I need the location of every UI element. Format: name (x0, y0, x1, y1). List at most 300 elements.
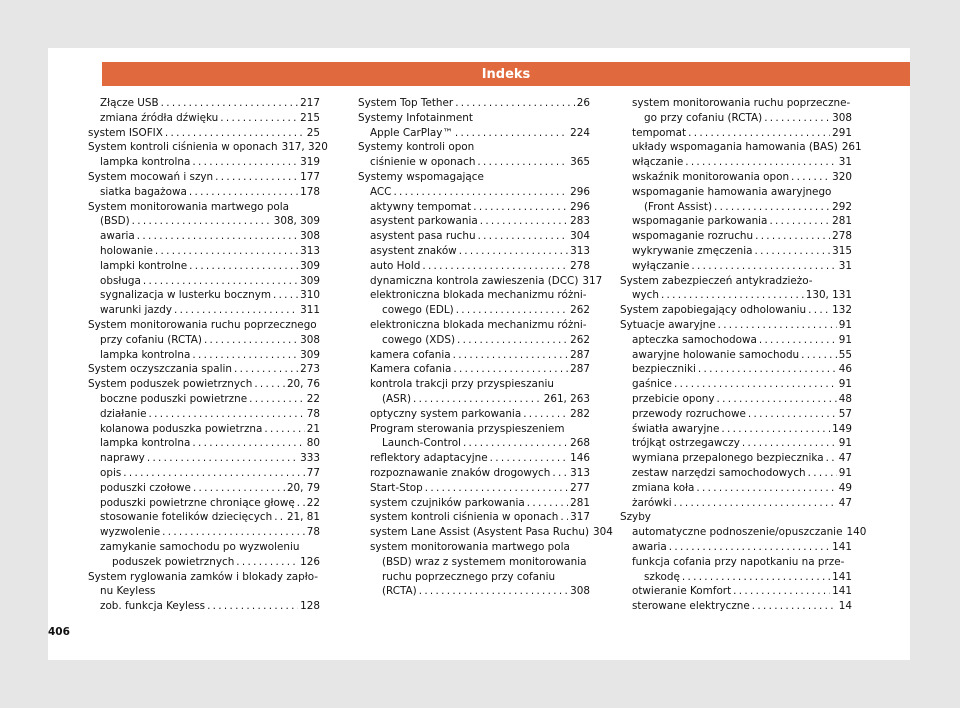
index-page-ref: 309 (300, 274, 320, 287)
index-entry (88, 466, 320, 481)
index-term: (BSD) wraz z systemem monitorowania (382, 555, 587, 568)
index-page-ref: 91 (838, 318, 852, 331)
dot-leader (808, 466, 837, 481)
dot-leader (473, 200, 568, 215)
dot-leader (801, 348, 837, 363)
index-entry (358, 96, 590, 111)
index-entry (88, 584, 320, 599)
index-entry (620, 555, 852, 570)
index-column-2 (358, 96, 613, 599)
index-page-ref: 317 (570, 511, 590, 524)
index-entry (620, 392, 852, 407)
index-entry (620, 200, 852, 215)
index-term: boczne poduszki powietrzne (100, 392, 248, 405)
index-term: (BSD) (100, 215, 130, 228)
index-term: warunki jazdy (100, 304, 172, 317)
dot-leader (748, 407, 837, 422)
index-entry (358, 333, 590, 348)
index-term: wymiana przepalonego bezpiecznika (632, 452, 824, 465)
dot-leader (419, 584, 568, 599)
dot-leader (718, 318, 837, 333)
index-entry (620, 540, 852, 555)
index-entry (620, 244, 852, 259)
index-term: Złącze USB (100, 97, 159, 109)
dot-leader (714, 200, 830, 215)
dot-leader (455, 126, 568, 141)
index-page-ref: 77 (306, 466, 320, 479)
index-page-ref: 273 (300, 363, 320, 376)
index-term: poduszki czołowe (100, 481, 191, 494)
index-page-ref: 91 (838, 333, 852, 346)
index-page-ref: 22 (306, 496, 320, 509)
index-entry (358, 111, 590, 126)
index-entry (88, 126, 320, 141)
index-page-ref: 313 (300, 244, 320, 257)
index-entry (88, 288, 320, 303)
index-page-ref: 20, 76 (286, 378, 320, 391)
index-term: kontrola trakcji przy przyspieszaniu (370, 378, 554, 391)
index-page-ref: 141 (832, 570, 852, 583)
index-page-ref: 262 (570, 304, 590, 317)
index-entry (358, 481, 590, 496)
index-entry (88, 170, 320, 185)
index-entry (88, 96, 320, 111)
index-entry (88, 348, 320, 363)
dot-leader (791, 170, 830, 185)
index-page-ref: 262 (570, 333, 590, 346)
index-entry (620, 259, 852, 274)
dot-leader (552, 466, 568, 481)
index-page-ref: 308 (832, 111, 852, 124)
index-page-ref: 132 (832, 304, 852, 317)
section-title: Indeks (481, 66, 531, 82)
index-term: Kamera cofania (370, 363, 452, 376)
index-page-ref: 304 (593, 526, 613, 539)
index-page-ref: 57 (838, 407, 852, 420)
index-term: lampka kontrolna (100, 348, 191, 361)
page-number: 406 (48, 626, 70, 638)
index-term: apteczka samochodowa (632, 333, 757, 346)
index-entry (88, 155, 320, 170)
dot-leader (155, 244, 298, 259)
index-page-ref: 78 (306, 407, 320, 420)
index-entry (620, 155, 852, 170)
index-term: sygnalizacja w lusterku bocznym (100, 289, 271, 302)
dot-leader (204, 333, 298, 348)
index-entry (620, 348, 852, 363)
index-entry (88, 274, 320, 289)
index-page-ref: 20, 79 (286, 481, 320, 494)
section-header (102, 62, 910, 86)
dot-leader (769, 214, 830, 229)
index-entry (358, 348, 590, 363)
index-entry (358, 244, 590, 259)
dot-leader (490, 451, 569, 466)
index-term: Systemy Infotainment (358, 111, 473, 124)
index-entry (358, 555, 590, 570)
index-entry (620, 584, 852, 599)
index-term: aktywny tempomat (370, 200, 472, 213)
index-term: poduszek powietrznych (112, 555, 235, 568)
index-term: reflektory adaptacyjne (370, 452, 488, 465)
index-term: rozpoznawanie znaków drogowych (370, 466, 551, 479)
dot-leader (425, 481, 568, 496)
index-term: zob. funkcja Keyless (100, 600, 206, 613)
index-term: sterowane elektryczne (632, 600, 750, 613)
index-page-ref: 311 (300, 304, 320, 317)
index-entry (88, 540, 320, 555)
index-entry (358, 185, 590, 200)
index-entry (358, 288, 590, 303)
index-term: wykrywanie zmęczenia (632, 244, 753, 257)
index-entry (620, 111, 852, 126)
index-page-ref: 308 (570, 585, 590, 598)
index-entry (358, 496, 590, 511)
index-page-ref: 317, 320 (281, 141, 328, 154)
index-page-ref: 25 (306, 126, 320, 139)
index-page-ref: 48 (838, 392, 852, 405)
index-term: tempomat (632, 126, 687, 139)
index-term: wspomaganie parkowania (632, 215, 768, 228)
index-entry (88, 555, 320, 570)
dot-leader (297, 496, 305, 511)
index-entry (620, 422, 852, 437)
dot-leader (682, 570, 830, 585)
index-term: lampki kontrolne (100, 259, 188, 272)
index-term: zamykanie samochodu po wyzwoleniu (100, 540, 300, 553)
index-entry (620, 333, 852, 348)
index-term: przy cofaniu (RCTA) (100, 333, 202, 346)
dot-leader (478, 229, 569, 244)
dot-leader (453, 348, 569, 363)
index-term: Sytuacje awaryjne (620, 318, 716, 331)
index-term: wyłączanie (632, 259, 690, 272)
index-page-ref: 309 (300, 259, 320, 272)
dot-leader (457, 333, 568, 348)
dot-leader (456, 303, 568, 318)
dot-leader (162, 525, 305, 540)
index-term: ruchu poprzecznego przy cofaniu (382, 570, 556, 583)
index-term: System oczyszczania spalin (88, 363, 233, 376)
index-term: wyzwolenie (100, 526, 161, 539)
index-page (48, 48, 910, 660)
dot-leader (742, 436, 837, 451)
dot-leader (174, 303, 298, 318)
index-page-ref: 26 (576, 97, 590, 109)
index-entry (620, 510, 852, 525)
dot-leader (523, 407, 568, 422)
index-entry (88, 377, 320, 392)
index-page-ref: 261, 263 (543, 392, 590, 405)
index-term: przewody rozruchowe (632, 407, 746, 420)
index-entry (88, 140, 328, 155)
index-term: lampka kontrolna (100, 156, 191, 169)
index-term: opis (100, 466, 122, 479)
index-entry (88, 185, 320, 200)
index-term: (RCTA) (382, 585, 417, 598)
index-term: przebicie opony (632, 392, 715, 405)
index-page-ref: 130, 131 (805, 289, 852, 302)
index-entry (620, 496, 852, 511)
index-term: zmiana źródła dźwięku (100, 111, 219, 124)
index-entry (358, 200, 590, 215)
index-page-ref: 317 (582, 274, 603, 287)
index-term: holowanie (100, 244, 153, 257)
index-term: asystent znaków (370, 244, 457, 257)
index-term: ciśnienie w oponach (370, 156, 476, 169)
index-page-ref: 283 (570, 215, 590, 228)
index-term: Launch-Control (382, 437, 461, 450)
index-term: asystent parkowania (370, 215, 478, 228)
index-page-ref: 313 (570, 244, 590, 257)
dot-leader (477, 155, 568, 170)
dot-leader (220, 111, 298, 126)
index-entry (88, 259, 320, 274)
index-term: wskaźnik monitorowania opon (632, 170, 790, 183)
dot-leader (161, 96, 299, 111)
index-term: Systemy kontroli opon (358, 141, 475, 154)
index-term: Apple CarPlay™ (370, 126, 453, 139)
index-page-ref: 261 (841, 141, 862, 154)
dot-leader (752, 599, 837, 614)
index-page-ref: 292 (832, 200, 852, 213)
index-entry (88, 392, 320, 407)
dot-leader (189, 259, 298, 274)
index-entry (88, 229, 320, 244)
index-page-ref: 91 (838, 466, 852, 479)
index-page-ref: 140 (846, 526, 867, 539)
index-entry (358, 422, 590, 437)
index-page-ref: 78 (306, 526, 320, 539)
index-entry (620, 570, 852, 585)
index-page-ref: 313 (570, 466, 590, 479)
index-entry (620, 481, 852, 496)
index-page-ref: 333 (300, 452, 320, 465)
index-entry (358, 436, 590, 451)
index-entry (358, 466, 590, 481)
index-term: lampka kontrolna (100, 437, 191, 450)
index-term: wspomaganie hamowania awaryjnego (632, 185, 832, 198)
index-entry (358, 214, 590, 229)
index-entry (88, 599, 320, 614)
index-page-ref: 278 (570, 259, 590, 272)
index-entry (620, 362, 852, 377)
dot-leader (661, 288, 804, 303)
index-entry (358, 303, 590, 318)
index-term: zmiana koła (632, 481, 695, 494)
index-entry (358, 392, 590, 407)
index-term: wych (632, 289, 659, 302)
index-entry (620, 407, 852, 422)
index-term: elektroniczna blokada mechanizmu różni- (370, 289, 587, 302)
index-page-ref: 47 (838, 452, 852, 465)
index-entry (88, 244, 320, 259)
index-page-ref: 14 (838, 600, 852, 613)
index-term: szkodę (644, 570, 680, 583)
index-entry (88, 333, 320, 348)
index-page-ref: 304 (570, 230, 590, 243)
index-entry (620, 140, 862, 155)
index-term: awaria (100, 230, 135, 243)
index-entry (620, 599, 852, 614)
dot-leader (254, 377, 285, 392)
dot-leader (691, 259, 836, 274)
index-term: nu Keyless (100, 585, 156, 598)
index-entry (358, 525, 613, 540)
index-entry (88, 214, 320, 229)
index-term: dynamiczna kontrola zawieszenia (DCC) (370, 274, 579, 287)
index-page-ref: 278 (832, 230, 852, 243)
index-entry (620, 436, 852, 451)
dot-leader (455, 96, 575, 111)
index-page-ref: 80 (306, 437, 320, 450)
dot-leader (137, 229, 298, 244)
index-entry (620, 288, 852, 303)
dot-leader (721, 422, 830, 437)
index-term: awaria (632, 540, 667, 553)
index-page-ref: 21 (306, 422, 320, 435)
dot-leader (165, 126, 305, 141)
dot-leader (143, 274, 298, 289)
dot-leader (273, 288, 298, 303)
index-term: system czujników parkowania (370, 496, 525, 509)
index-term: siatka bagażowa (100, 185, 187, 198)
index-page-ref: 224 (570, 126, 590, 139)
index-term: System monitorowania ruchu poprzecznego (88, 318, 317, 331)
index-page-ref: 55 (838, 348, 852, 361)
index-term: asystent pasa ruchu (370, 230, 476, 243)
index-entry (358, 510, 590, 525)
index-entry (620, 229, 852, 244)
index-term: go przy cofaniu (RCTA) (644, 111, 763, 124)
index-page-ref: 309 (300, 348, 320, 361)
index-page-ref: 277 (570, 481, 590, 494)
index-page-ref: 308 (300, 230, 320, 243)
index-page-ref: 146 (570, 452, 590, 465)
index-page-ref: 268 (570, 437, 590, 450)
index-entry (620, 466, 852, 481)
index-term: układy wspomagania hamowania (BAS) (632, 141, 838, 154)
index-term: wspomaganie rozruchu (632, 230, 754, 243)
index-column-1 (88, 96, 328, 614)
index-term: System poduszek powietrznych (88, 378, 253, 391)
index-term: System kontroli ciśnienia w oponach (88, 141, 278, 154)
dot-leader (274, 510, 285, 525)
index-term: awaryjne holowanie samochodu (632, 348, 800, 361)
dot-leader (685, 155, 837, 170)
dot-leader (189, 185, 298, 200)
index-page-ref: 365 (570, 156, 590, 169)
index-entry (88, 496, 320, 511)
index-entry (358, 274, 603, 289)
index-page-ref: 149 (832, 422, 852, 435)
index-entry (88, 318, 320, 333)
index-term: (Front Assist) (644, 200, 712, 213)
dot-leader (696, 481, 836, 496)
index-entry (358, 170, 590, 185)
index-term: System mocowań i szyn (88, 170, 214, 183)
index-entry (88, 111, 320, 126)
index-entry (620, 525, 867, 540)
index-term: automatyczne podnoszenie/opuszczanie (632, 526, 843, 539)
index-page-ref: 47 (838, 496, 852, 509)
index-page-ref: 31 (838, 259, 852, 272)
dot-leader (480, 214, 568, 229)
index-page-ref: 308, 309 (273, 215, 320, 228)
dot-leader (132, 214, 272, 229)
index-term: System zabezpieczeń antykradzieżo- (620, 274, 813, 287)
dot-leader (215, 170, 298, 185)
index-term: system kontroli ciśnienia w oponach (370, 511, 559, 524)
index-term: żarówki (632, 496, 672, 509)
index-term: funkcja cofania przy napotkaniu na prze- (632, 555, 845, 568)
index-page-ref: 177 (300, 170, 320, 183)
index-page-ref: 319 (300, 156, 320, 169)
dot-leader (147, 451, 298, 466)
dot-leader (527, 496, 568, 511)
index-term: auto Hold (370, 259, 421, 272)
index-page-ref: 291 (832, 126, 852, 139)
dot-leader (149, 407, 305, 422)
index-term: bezpieczniki (632, 363, 696, 376)
index-page-ref: 22 (306, 392, 320, 405)
index-entry (358, 570, 590, 585)
index-term: otwieranie Komfort (632, 585, 732, 598)
dot-leader (755, 244, 831, 259)
dot-leader (698, 362, 837, 377)
index-page-ref: 281 (832, 215, 852, 228)
index-page-ref: 217 (300, 97, 320, 109)
dot-leader (193, 481, 285, 496)
index-page-ref: 141 (832, 585, 852, 598)
index-term: naprawy (100, 452, 145, 465)
dot-leader (192, 155, 298, 170)
index-entry (88, 451, 320, 466)
index-entry (358, 155, 590, 170)
dot-leader (463, 436, 568, 451)
index-page-ref: 21, 81 (286, 511, 320, 524)
index-term: poduszki powietrzne chroniące głowę (100, 496, 295, 509)
index-page-ref: 126 (300, 555, 320, 568)
index-term: System zapobiegający odholowaniu (620, 304, 807, 317)
dot-leader (192, 348, 298, 363)
index-term: optyczny system parkowania (370, 407, 522, 420)
index-entry (620, 126, 852, 141)
index-page-ref: 49 (838, 481, 852, 494)
index-entry (358, 229, 590, 244)
index-term: ACC (370, 185, 392, 198)
index-term: kolanowa poduszka powietrzna (100, 422, 263, 435)
index-term: Program sterowania przyspieszeniem (370, 422, 565, 435)
index-entry (358, 451, 590, 466)
dot-leader (669, 540, 830, 555)
dot-leader (764, 111, 830, 126)
index-page-ref: 128 (300, 600, 320, 613)
index-entry (358, 126, 590, 141)
index-entry (88, 436, 320, 451)
index-entry (620, 170, 852, 185)
index-term: gaśnice (632, 378, 672, 391)
dot-leader (234, 362, 298, 377)
index-entry (620, 274, 852, 289)
index-page-ref: 320 (832, 170, 852, 183)
index-term: cowego (XDS) (382, 333, 456, 346)
dot-leader (674, 377, 837, 392)
index-entry (88, 303, 320, 318)
dot-leader (808, 303, 830, 318)
index-page-ref: 296 (570, 200, 590, 213)
index-page-ref: 46 (838, 363, 852, 376)
